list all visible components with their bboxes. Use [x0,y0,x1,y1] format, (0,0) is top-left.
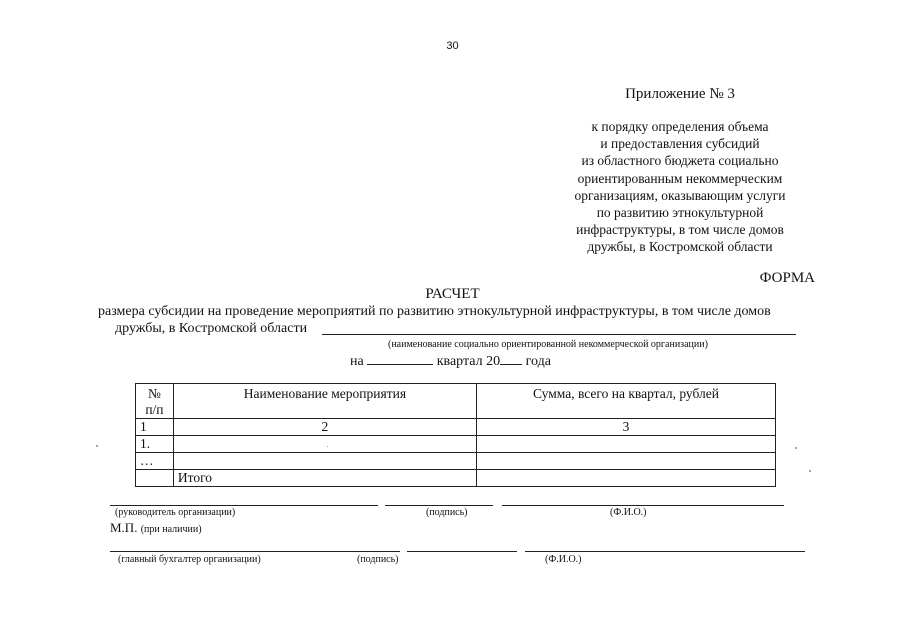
head-signature-line[interactable] [110,505,378,506]
quarter-prefix: на [350,354,364,369]
appendix-line: из областного бюджета социально [581,153,779,169]
stamp-label: М.П. [110,520,138,535]
head-caption: (руководитель организации) [115,507,236,518]
accountant-fio-line[interactable] [525,551,805,552]
appendix-line: ориентированным некоммерческим [577,170,783,186]
table-cell-input[interactable] [476,436,775,453]
table-cell-input[interactable] [173,453,476,470]
table-cell-input[interactable] [476,453,775,470]
total-value-input[interactable] [476,470,775,487]
table-header-row [136,384,776,419]
stamp-line [110,520,202,536]
header-sum: Сумма, всего на квартал, рублей [476,384,775,419]
appendix-body [545,118,815,256]
table-cell: 1. [136,436,174,453]
appendix-line: организациям, оказывающим услуги [574,187,786,203]
org-name-field[interactable] [322,334,796,335]
table-row [136,436,776,453]
accountant-sign-line[interactable] [407,551,517,552]
table-cell-input[interactable] [173,436,476,453]
scan-speck [809,470,811,472]
scan-speck [96,445,98,447]
document-subtitle-line1: размера субсидии на проведение мероприятий по развитию этнокультурной инфраструктуры, в том числе домов [98,304,771,319]
appendix-line: и предоставления субсидий [600,136,760,152]
scan-speck [327,446,328,447]
year-field[interactable] [500,352,522,365]
appendix-line: дружбы, в Костромской области [587,239,773,255]
table-cell [136,470,174,487]
form-label: ФОРМА [759,270,815,286]
appendix-title: Приложение № 3 [625,86,735,102]
header-number: № п/п [136,384,174,419]
table-cell: 2 [173,419,476,436]
total-label: Итого [173,470,476,487]
quarter-field[interactable] [367,352,433,365]
org-name-caption: (наименование социально ориентированной некоммерческой организации) [388,339,708,350]
table-total-row [136,470,776,487]
quarter-line [350,352,551,370]
accountant-signature-line[interactable] [110,551,400,552]
signature-caption: (подпись) [357,554,399,565]
table-numbering-row [136,419,776,436]
head-sign-line[interactable] [385,505,493,506]
document-subtitle-line2: дружбы, в Костромской области [115,321,308,336]
accountant-caption: (главный бухгалтер организации) [118,554,261,565]
scan-speck [795,447,797,449]
table-cell: 1 [136,419,174,436]
quarter-suffix: года [525,354,551,369]
appendix-line: по развитию этнокультурной [596,205,764,221]
page-number: 30 [446,40,459,52]
stamp-note: (при наличии) [140,524,202,535]
appendix-line: к порядку определения объема [591,119,769,134]
table-cell: 3 [476,419,775,436]
quarter-middle: квартал 20 [436,354,501,369]
fio-caption: (Ф.И.О.) [610,507,647,518]
signature-caption: (подпись) [426,507,468,518]
appendix-line: инфраструктуры, в том числе домов [576,222,784,238]
table-row [136,453,776,470]
head-fio-line[interactable] [502,505,784,506]
document-title: РАСЧЕТ [425,286,480,302]
header-event-name: Наименование мероприятия [173,384,476,419]
fio-caption: (Ф.И.О.) [545,554,582,565]
subsidy-table [135,383,776,487]
table-cell: … [136,453,174,470]
